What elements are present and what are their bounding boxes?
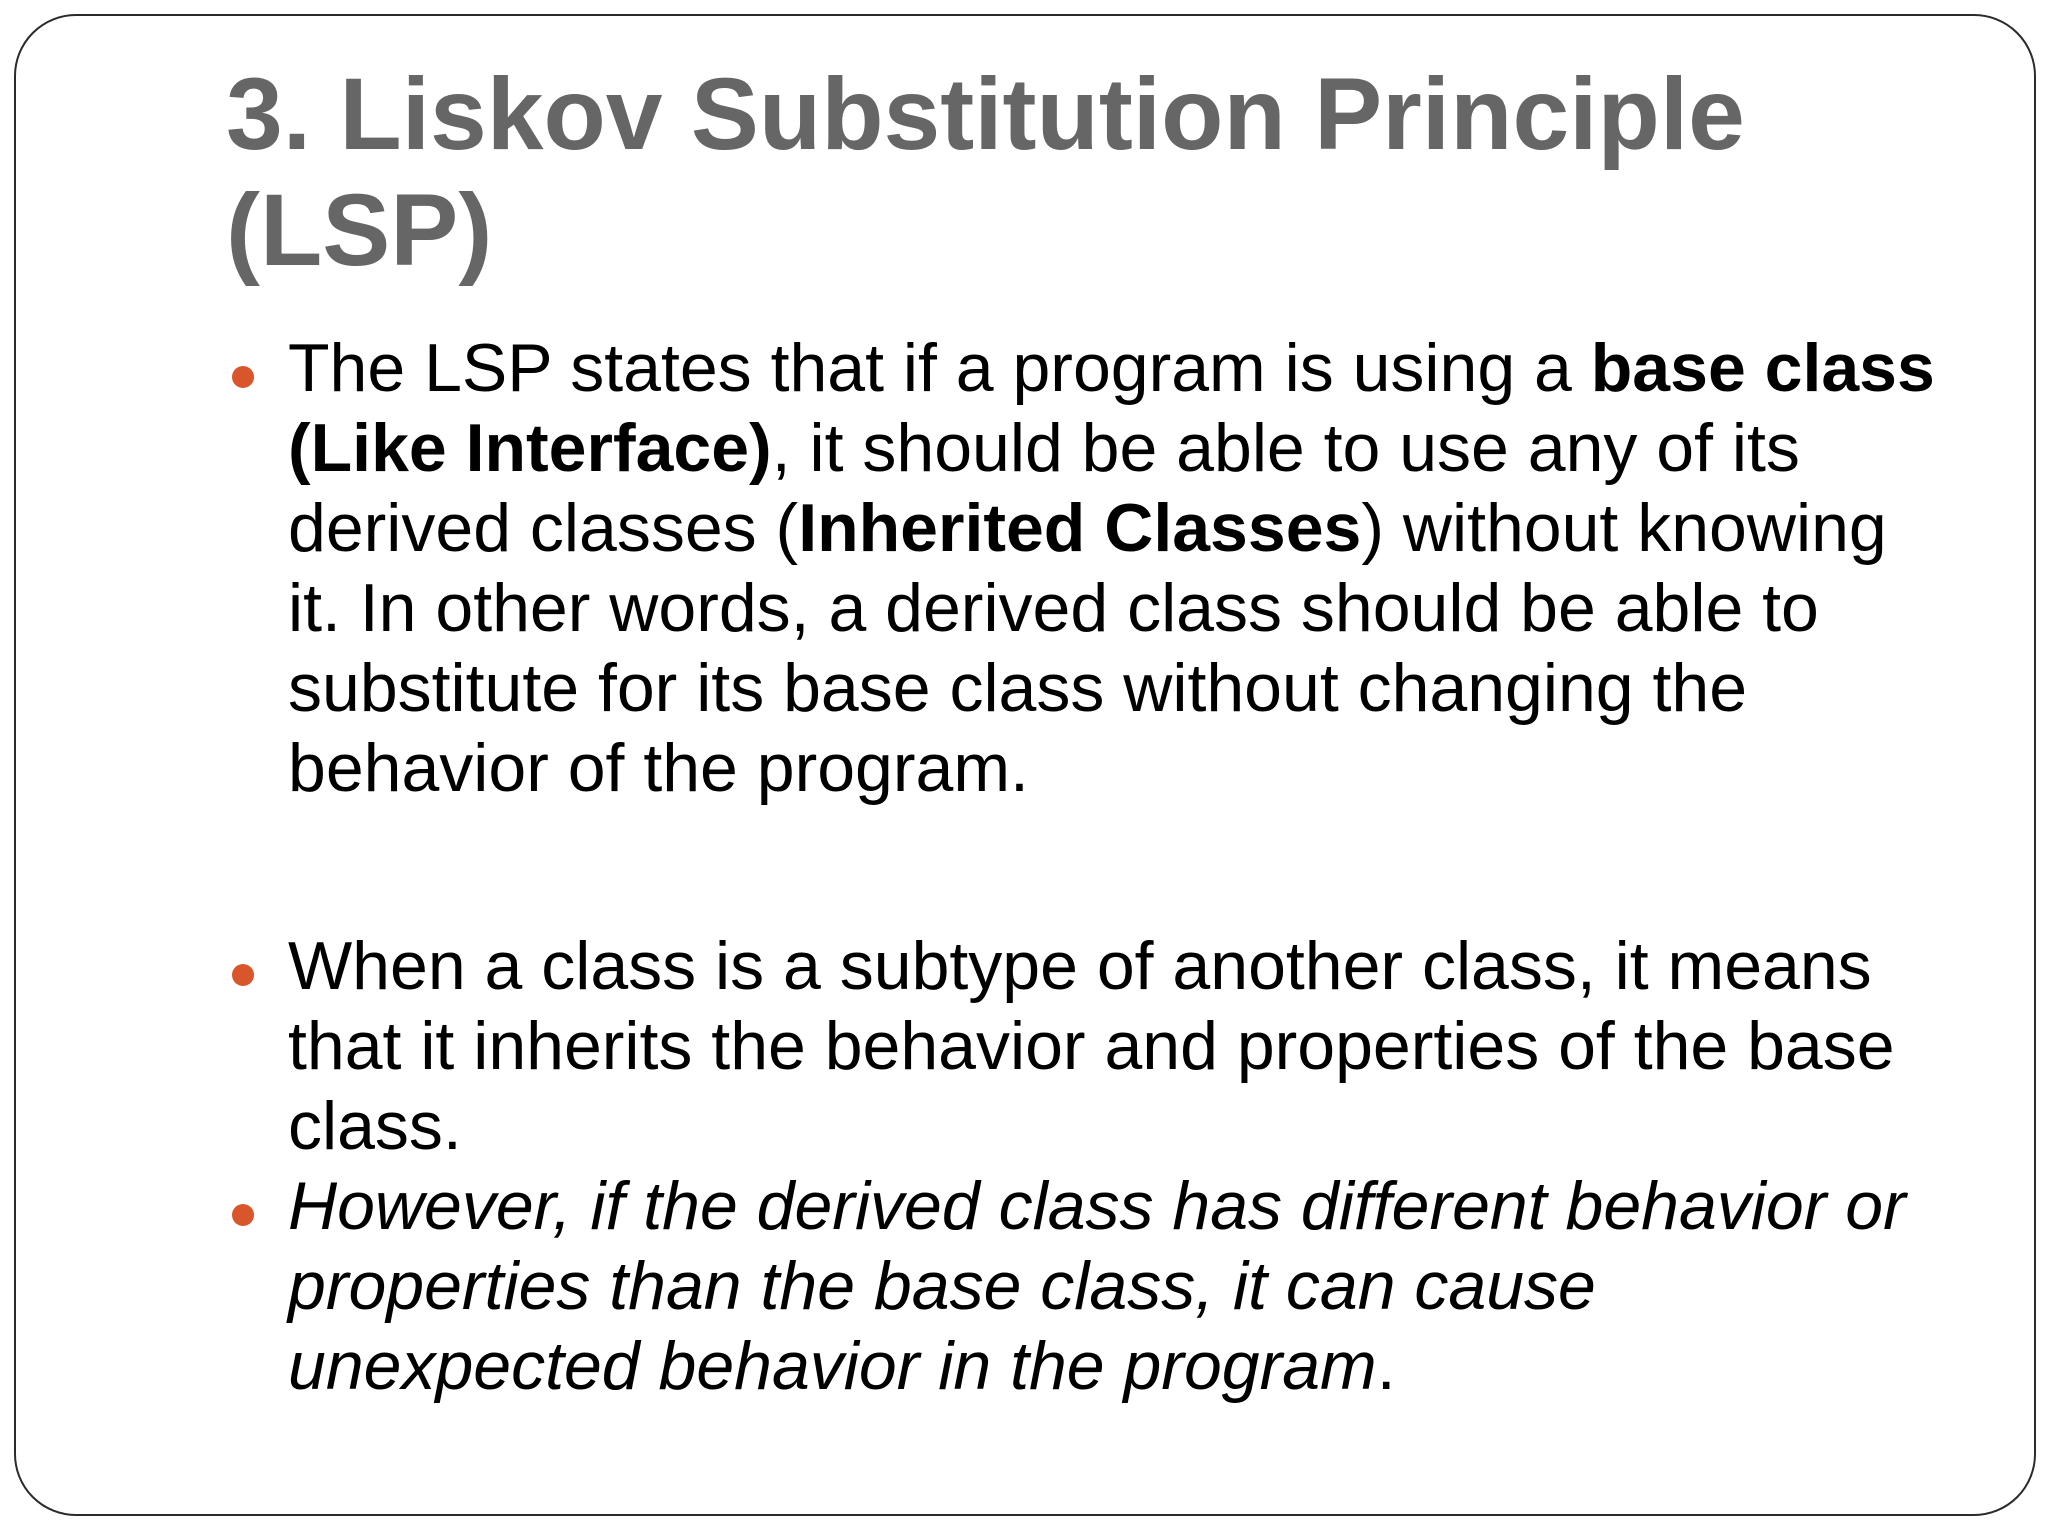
bullet-item-subtype <box>226 926 1946 1166</box>
bullet-text: The LSP states that if a program is using a <box>288 330 1591 406</box>
bullet-text-bold: Inherited Classes <box>798 490 1362 566</box>
bullet-text: . <box>1376 1328 1396 1404</box>
bullet-dot-icon <box>232 1204 254 1226</box>
bullet-item-warning <box>226 1166 1946 1406</box>
bullet-text: When a class is a subtype of another class, it means that it inherits the behavior and properties of the base class. <box>288 928 1895 1164</box>
bullet-dot-icon <box>232 964 254 986</box>
slide-title: 3. Liskov Substitution Principle (LSP) <box>226 57 1745 287</box>
bullet-text: , it should be able to use any of its derived classes ( <box>288 410 1800 566</box>
bullet-list <box>226 328 1946 1406</box>
bullet-text: ) without knowing it. In other words, a derived class should be able to substitute for its base class without changing the behavior of the program. <box>288 490 1887 806</box>
bullet-text-bold: base class (Like Interface) <box>288 330 1935 486</box>
bullet-dot-icon <box>232 366 254 388</box>
bullet-text-italic: However, if the derived class has different behavior or properties than the base class, it can cause unexpected behavior in the program <box>288 1168 1906 1404</box>
bullet-item-lsp-definition <box>226 328 1946 808</box>
